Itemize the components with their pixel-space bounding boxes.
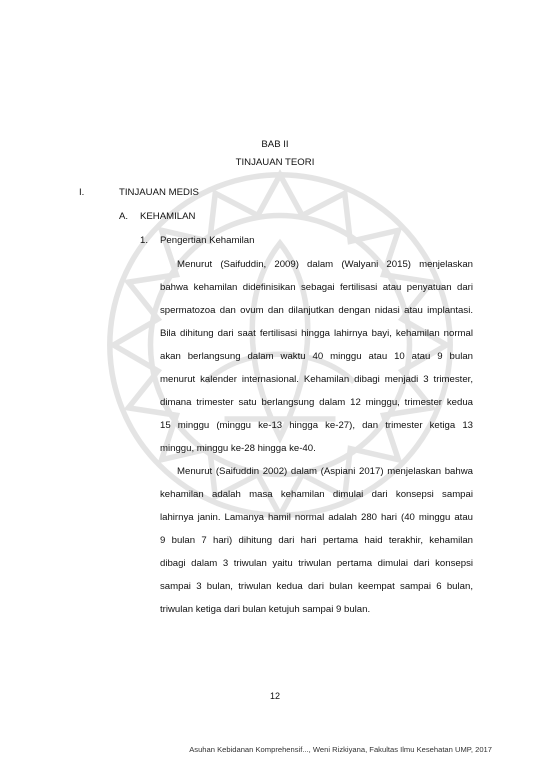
paragraph1-line: Menurut (Saifuddin, 2009) dalam (Walyani 2015) menjelaskan: [177, 259, 473, 270]
section-title: TINJAUAN MEDIS: [119, 187, 199, 198]
paragraph1-line: menurut kalender internasional. Kehamilan dibagi menjadi 3 trimester,: [160, 374, 473, 385]
paragraph2-line: Menurut (Saifuddin 2002) dalam (Aspiani 2017) menjelaskan bahwa: [177, 466, 473, 477]
paragraph1-line: Bila dihitung dari saat fertilisasi hingga lahirnya bayi, kehamilan normal: [160, 328, 473, 339]
paragraph1-line: minggu, minggu ke-28 hingga ke-40.: [160, 443, 316, 454]
chapter-heading: BAB II: [261, 139, 289, 150]
paragraph2-line: 9 bulan 7 hari) dihitung dari hari pertama haid terakhir, kehamilan: [160, 535, 473, 546]
subsection-title: KEHAMILAN: [140, 211, 196, 222]
paragraph2-line: lahirnya janin. Lamanya hamil normal adalah 280 hari (40 minggu atau: [160, 512, 473, 523]
paragraph1-line: 15 minggu (minggu ke-13 hingga ke-27), dan trimester ketiga 13: [160, 420, 473, 431]
paragraph2-line: dibagi dalam 3 triwulan yaitu triwulan pertama dimulai dari konsepsi: [160, 558, 473, 569]
paragraph2-line: kehamilan adalah masa kehamilan dimulai dari konsepsi sampai: [160, 489, 473, 500]
chapter-title: TINJAUAN TEORI: [235, 157, 315, 168]
paragraph1-line: spermatozoa dan ovum dan dilanjutkan dengan nidasi atau implantasi.: [160, 305, 473, 316]
item-title: Pengertian Kehamilan: [160, 235, 255, 246]
paragraph1-line: bahwa kehamilan didefinisikan sebagai fertilisasi atau penyatuan dari: [160, 282, 473, 293]
paragraph2-line: triwulan ketiga dari bulan ketujuh sampai 9 bulan.: [160, 604, 371, 615]
item-number: 1.: [140, 235, 149, 246]
paragraph1-line: dimana trimester satu berlangsung dalam 12 minggu, trimester kedua: [160, 397, 473, 408]
paragraph1-line: akan berlangsung dalam waktu 40 minggu atau 10 atau 9 bulan: [160, 351, 473, 362]
page-footer: Asuhan Kebidanan Komprehensif..., Weni Rizkiyana, Fakultas Ilmu Kesehatan UMP, 2017: [189, 745, 492, 754]
section-number: I.: [79, 187, 85, 198]
paragraph2-line: sampai 3 bulan, triwulan kedua dari bulan keempat sampai 6 bulan,: [160, 581, 473, 592]
subsection-letter: A.: [119, 211, 129, 222]
page-number: 12: [269, 691, 280, 701]
